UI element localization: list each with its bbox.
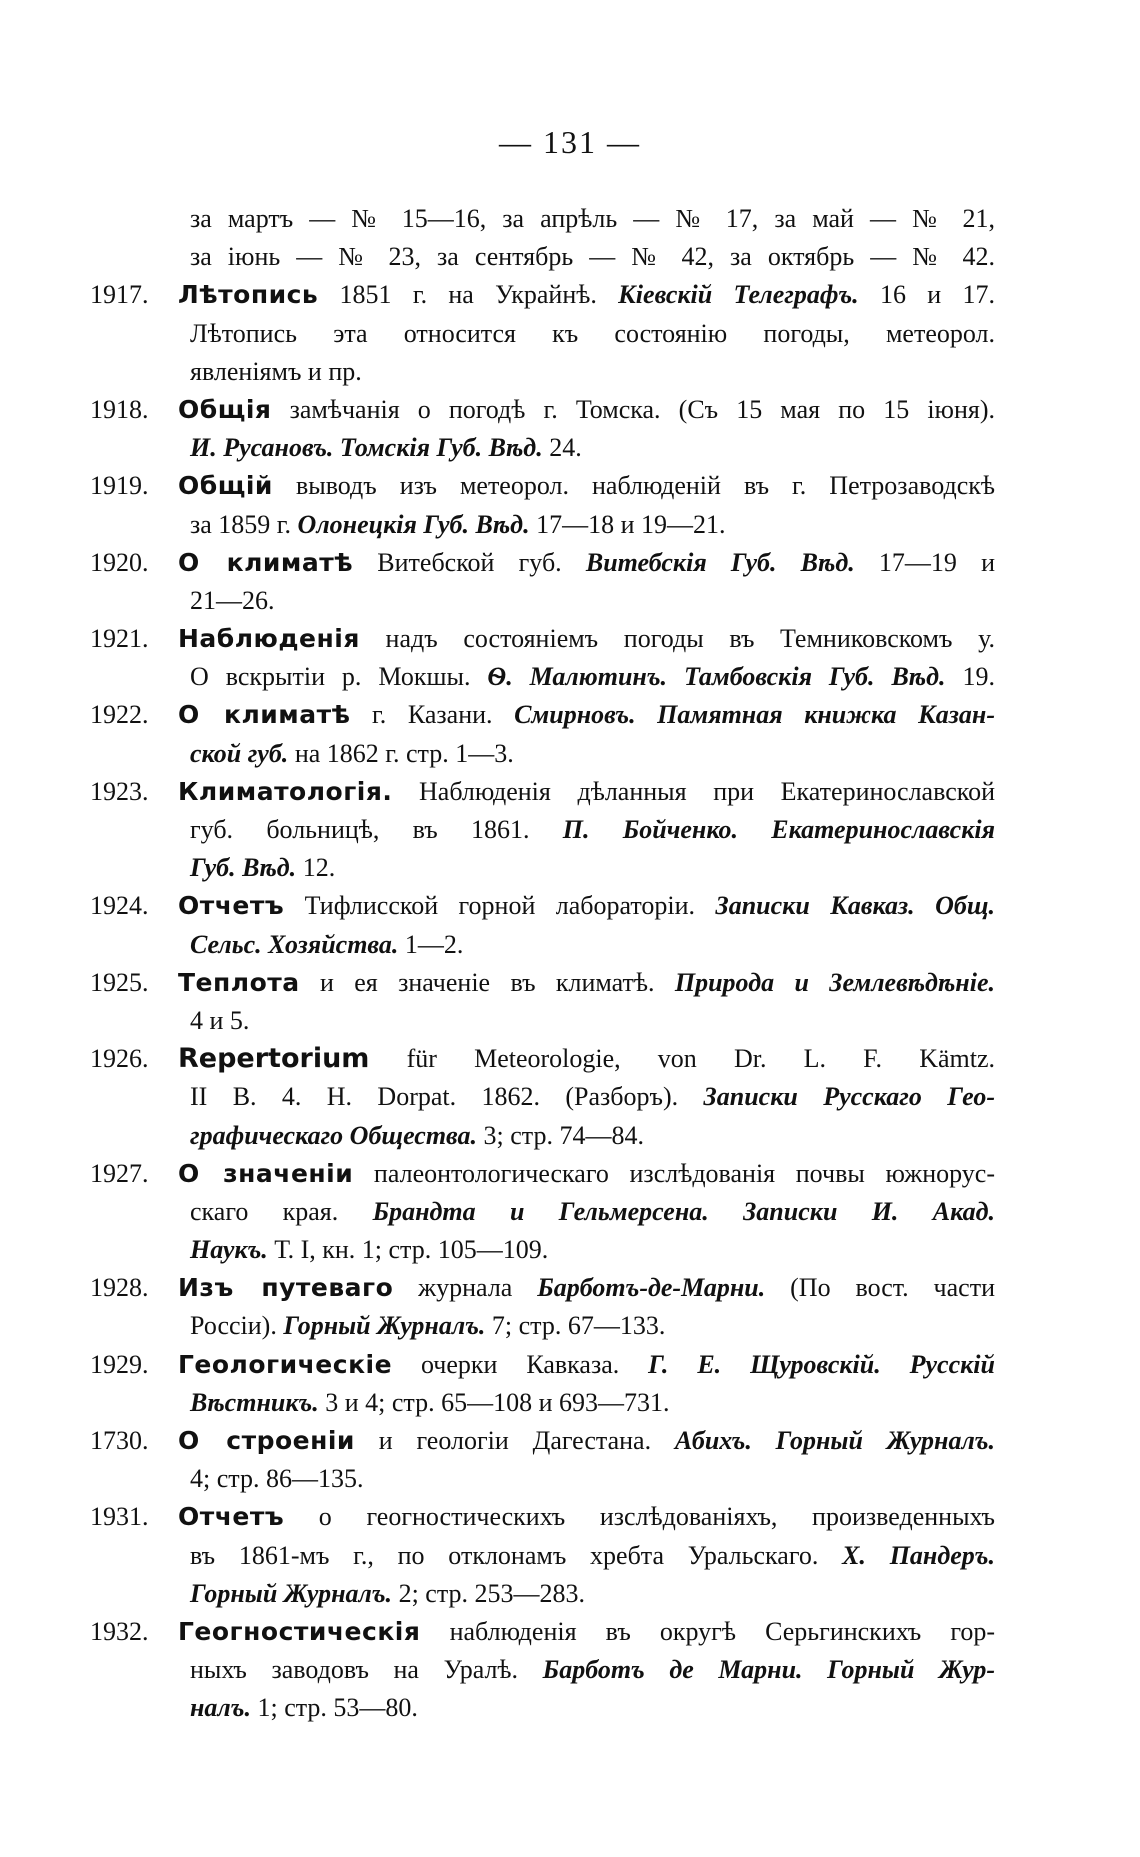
entry-text: о геогностическихъ изслѣдованіяхъ, произведенныхъ xyxy=(284,1502,995,1532)
entry-first-line xyxy=(90,544,995,582)
entry-continuation-line xyxy=(90,926,995,964)
source-title: налъ. xyxy=(190,1693,251,1723)
entry-text: 21—26. xyxy=(190,585,275,615)
entry-first-line xyxy=(90,1040,995,1078)
entry-number: 1924. xyxy=(90,891,149,921)
entry-continuation-line xyxy=(90,1307,995,1345)
entry-text: Лѣтопись эта относится къ состоянію погоды, метеорол. xyxy=(190,318,995,348)
entry-number: 1919. xyxy=(90,471,149,501)
entry-text: Т. I, кн. 1; стр. 105—109. xyxy=(267,1235,549,1265)
entry-text: ныхъ заводовъ на Уралѣ. xyxy=(190,1655,543,1685)
entry-text: 3 и 4; стр. 65—108 и 693—731. xyxy=(318,1387,670,1417)
source-title: Записки Русскаго Гео- xyxy=(703,1082,995,1112)
source-title: Ѳ. Малютинъ. Тамбовскія Губ. Вѣд. xyxy=(487,662,946,692)
source-title: Барботъ де Марни. Горный Жур- xyxy=(542,1655,995,1685)
source-title: И. Русановъ. Томскія Губ. Вѣд. xyxy=(190,433,543,463)
source-title: П. Бойченко. Екатеринославскія xyxy=(562,815,995,844)
source-title: ской губ. xyxy=(190,738,289,768)
entry-text: за іюнь — № 23, за сентябрь — № 42, за октябрь — № 42. xyxy=(190,242,995,272)
entry-heading: О климатѣ xyxy=(178,700,351,730)
entry-text: 3; стр. 74—84. xyxy=(477,1120,644,1150)
entry-continuation-line xyxy=(90,1384,995,1422)
entry-text: палеонтологическаго изслѣдованія почвы южнорус- xyxy=(353,1158,995,1188)
source-title: Наукъ. xyxy=(190,1235,268,1265)
entry-number: 1925. xyxy=(90,967,149,997)
entry-first-line xyxy=(90,1155,995,1193)
source-title: Брандта и Гельмерсена. Записки И. Акад. xyxy=(372,1196,995,1226)
entry-first-line xyxy=(90,964,995,1002)
entry-text: скаго края. xyxy=(190,1196,373,1226)
entry-continuation-line xyxy=(90,238,995,276)
entry-text: Наблюденія дѣланныя при Екатеринославской xyxy=(392,776,995,806)
entry-heading: Климатологія. xyxy=(178,776,393,806)
entry-first-line xyxy=(90,276,995,314)
entry-continuation-line xyxy=(90,582,995,620)
entry-heading: Лѣтопись xyxy=(178,280,319,310)
entry-text: 1851 г. на Украйнѣ. xyxy=(318,280,619,310)
source-title: Вѣстникъ. xyxy=(190,1387,319,1417)
entry-text: 24. xyxy=(542,433,582,463)
entry-text: 7; стр. 67—133. xyxy=(485,1311,666,1341)
source-title: графическаго Общества. xyxy=(190,1120,477,1150)
entry-first-line xyxy=(90,1346,995,1384)
entry-text: 17—19 и xyxy=(854,547,996,577)
source-title: Абихъ. Горный Журналъ. xyxy=(674,1426,995,1455)
entry-text: Россіи). xyxy=(190,1311,284,1341)
source-title: Барботъ-де-Марни. xyxy=(537,1273,766,1303)
entry-first-line xyxy=(90,1498,995,1536)
entry-text: 12. xyxy=(296,853,336,883)
entry-text: за мартъ — № 15—16, за апрѣль — № 17, за май — № 21, xyxy=(190,204,995,233)
entry-continuation-line xyxy=(90,1575,995,1613)
entry-text: очерки Кавказа. xyxy=(392,1349,649,1379)
entry-continuation-line xyxy=(90,1078,995,1116)
bibliography-list xyxy=(90,200,995,1728)
source-title: Природа и Землевѣдѣніе. xyxy=(674,967,995,997)
entry-continuation-line xyxy=(90,1537,995,1575)
entry-heading: Геологическіе xyxy=(178,1349,393,1379)
entry-text: 2; стр. 253—283. xyxy=(392,1578,586,1608)
entry-text: и геологіи Дагестана. xyxy=(354,1426,675,1455)
entry-number: 1928. xyxy=(90,1273,149,1303)
entry-first-line xyxy=(90,1422,995,1460)
entry-text: замѣчанія о погодѣ г. Томска. (Съ 15 мая по 15 іюня). xyxy=(271,394,995,424)
entry-first-line xyxy=(90,467,995,505)
entry-first-line xyxy=(90,1269,995,1307)
entry-number: 1917. xyxy=(90,280,149,310)
source-title: Сельс. Хозяйства. xyxy=(190,929,399,959)
entry-heading: О строеніи xyxy=(178,1426,355,1455)
source-title: Олонецкія Губ. Вѣд. xyxy=(297,509,530,539)
entry-continuation-line xyxy=(90,658,995,696)
entry-text: 4; стр. 86—135. xyxy=(190,1464,364,1494)
entry-text: выводъ изъ метеорол. наблюденій въ г. Петрозаводскѣ xyxy=(272,471,995,501)
entry-continuation-line xyxy=(90,849,995,887)
entry-number: 1922. xyxy=(90,700,149,730)
entry-number: 1923. xyxy=(90,776,149,806)
entry-heading: Repertorium xyxy=(178,1043,370,1075)
entry-continuation-line xyxy=(90,1117,995,1155)
source-title: Витебскія Губ. Вѣд. xyxy=(585,547,855,577)
entry-continuation-line xyxy=(90,735,995,773)
entry-text: явленіямъ и пр. xyxy=(190,356,362,386)
entry-text: Витебской губ. xyxy=(353,547,586,577)
entry-heading: О значеніи xyxy=(178,1158,354,1188)
entry-text: за 1859 г. xyxy=(190,509,298,539)
entry-text: 19. xyxy=(945,662,996,692)
entry-text: журнала xyxy=(393,1273,538,1303)
entry-continuation-line xyxy=(90,1460,995,1498)
entry-continuation-line xyxy=(90,1231,995,1269)
entry-text: 16 и 17. xyxy=(858,280,995,310)
entry-continuation-line xyxy=(90,506,995,544)
entry-first-line xyxy=(90,1613,995,1651)
source-title: Записки Кавказ. Общ. xyxy=(715,891,995,921)
entry-text: 4 и 5. xyxy=(190,1005,250,1035)
source-title: Смирновъ. Памятная книжка Казан- xyxy=(514,700,995,730)
entry-text: на 1862 г. стр. 1—3. xyxy=(288,738,514,768)
page-number: — 131 — xyxy=(499,124,641,160)
entry-text: für Meteorologie, von Dr. L. F. Kämtz. xyxy=(369,1044,995,1074)
entry-number: 1730. xyxy=(90,1426,149,1455)
entry-first-line xyxy=(90,696,995,734)
entry-text: 1—2. xyxy=(398,929,464,959)
entry-text: губ. больницѣ, въ 1861. xyxy=(190,815,563,844)
entry-continuation-line xyxy=(90,429,995,467)
entry-heading: Изъ путеваго xyxy=(178,1273,394,1303)
entry-continuation-line xyxy=(90,1689,995,1727)
entry-text: надъ состояніемъ погоды въ Темниковскомъ у. xyxy=(359,624,995,654)
entry-number: 1932. xyxy=(90,1616,149,1646)
entry-text: Тифлисской горной лабораторіи. xyxy=(284,891,716,921)
entry-continuation-line xyxy=(90,1002,995,1040)
entry-text: 1; стр. 53—80. xyxy=(250,1693,418,1723)
entry-number: 1929. xyxy=(90,1349,149,1379)
entry-heading: Геогностическія xyxy=(178,1616,421,1646)
source-title: Горный Журналъ. xyxy=(190,1578,393,1608)
entry-continuation-line xyxy=(90,811,995,849)
entry-text: О вскрытіи р. Мокшы. xyxy=(190,662,488,692)
entry-number: 1927. xyxy=(90,1158,149,1188)
entry-text: (По вост. части xyxy=(765,1273,995,1303)
source-title: Губ. Вѣд. xyxy=(190,853,297,883)
entry-number: 1921. xyxy=(90,624,149,654)
entry-continuation-line xyxy=(90,315,995,353)
source-title: Х. Пандеръ. xyxy=(842,1540,995,1570)
entry-continuation-line xyxy=(90,200,995,238)
entry-text: и ея значеніе въ климатѣ. xyxy=(299,967,675,997)
entry-heading: Общія xyxy=(178,394,272,424)
entry-continuation-line xyxy=(90,1651,995,1689)
entry-text: наблюденія въ округѣ Серьгинскихъ гор- xyxy=(420,1616,995,1646)
entry-number: 1926. xyxy=(90,1044,149,1074)
entry-text: въ 1861-мъ г., по отклонамъ хребта Уральскаго. xyxy=(190,1540,843,1570)
entry-heading: Наблюденія xyxy=(178,624,360,654)
entry-heading: Теплота xyxy=(178,967,300,997)
source-title: Горный Журналъ. xyxy=(283,1311,486,1341)
entry-number: 1918. xyxy=(90,394,149,424)
entry-first-line xyxy=(90,620,995,658)
entry-number: 1931. xyxy=(90,1502,149,1532)
entry-first-line xyxy=(90,887,995,925)
entry-text: 17—18 и 19—21. xyxy=(529,509,726,539)
entry-text: г. Казани. xyxy=(350,700,515,730)
entry-continuation-line xyxy=(90,1193,995,1231)
source-title: Г. Е. Щуровскій. Русскій xyxy=(648,1349,995,1379)
entry-heading: Отчетъ xyxy=(178,1502,285,1532)
source-title: Кіевскій Телеграфъ. xyxy=(618,280,859,310)
entry-text: II B. 4. H. Dorpat. 1862. (Разборъ). xyxy=(190,1082,704,1112)
entry-number: 1920. xyxy=(90,547,149,577)
entry-heading: Общій xyxy=(178,471,273,501)
entry-continuation-line xyxy=(90,353,995,391)
entry-heading: О климатѣ xyxy=(178,547,354,577)
entry-first-line xyxy=(90,773,995,811)
entry-first-line xyxy=(90,391,995,429)
entry-heading: Отчетъ xyxy=(178,891,285,921)
